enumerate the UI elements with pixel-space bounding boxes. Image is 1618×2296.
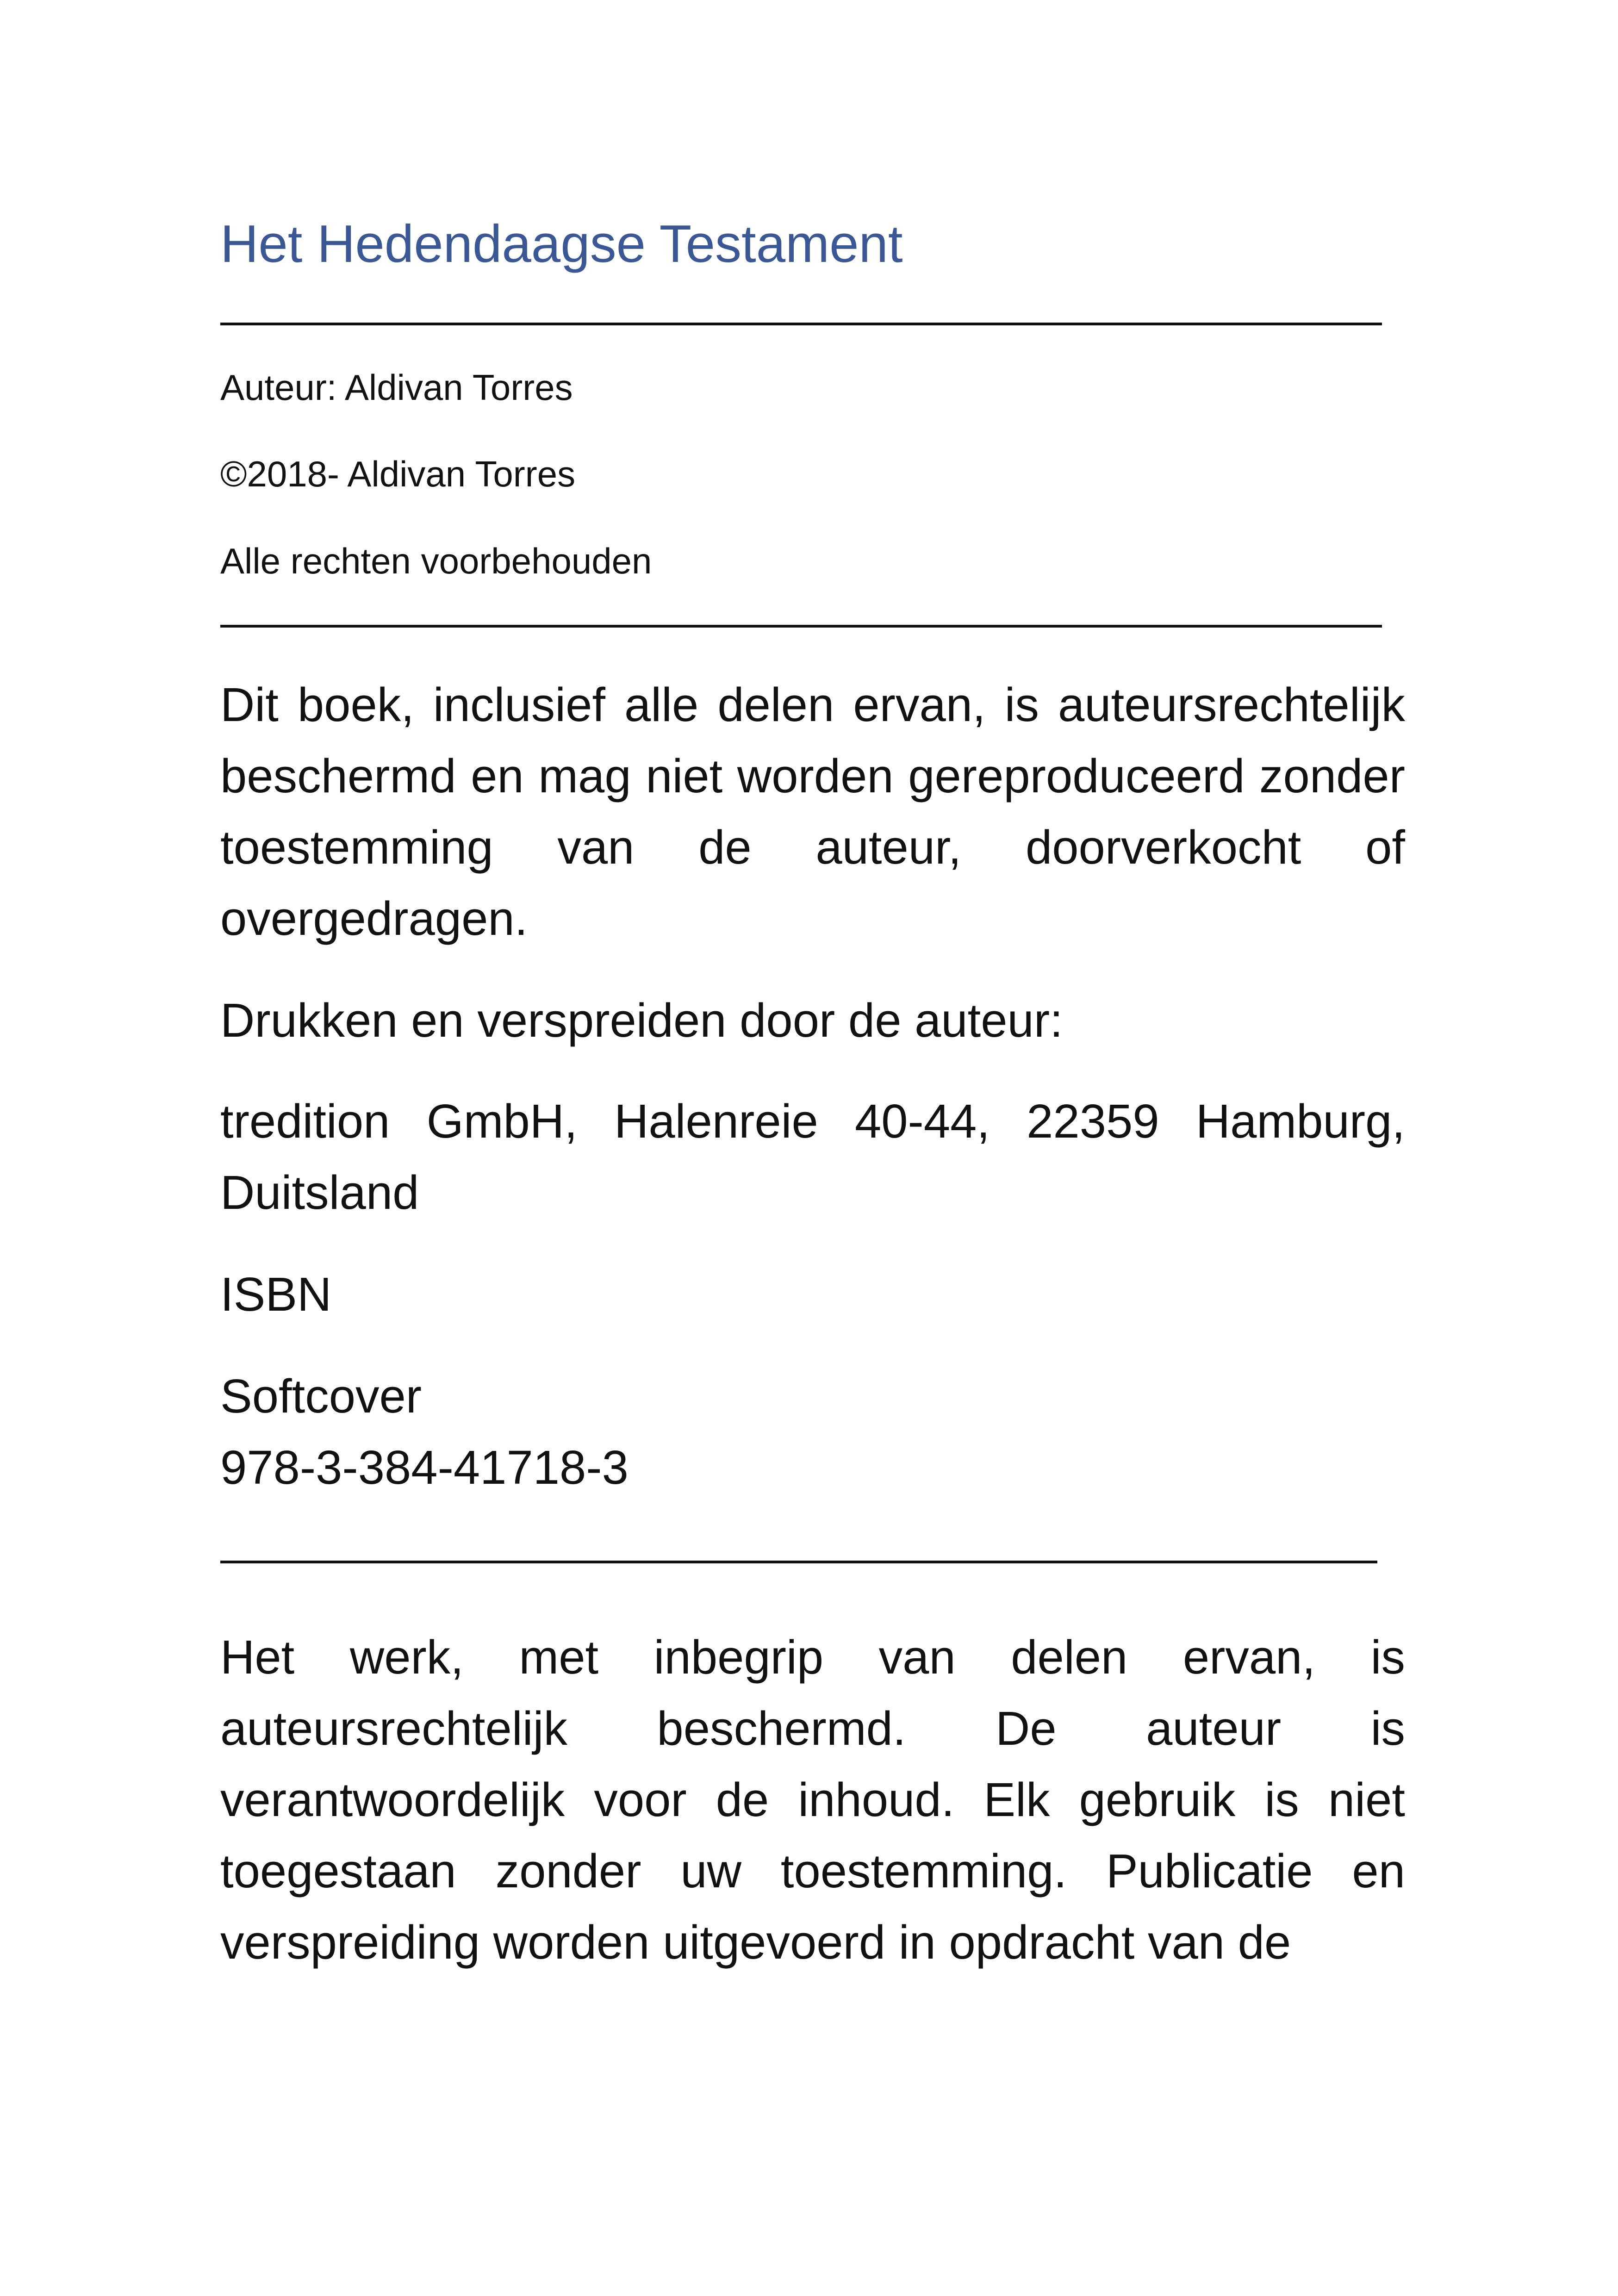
- divider-rule: [220, 1561, 1377, 1563]
- print-distribution-heading: Drukken en verspreiden door de auteur:: [220, 993, 1063, 1047]
- isbn-label: ISBN: [220, 1267, 332, 1321]
- copyright-line: ©2018- Aldivan Torres: [220, 454, 576, 495]
- divider-rule: [220, 323, 1382, 325]
- rights-reserved-line: Alle rechten voorbehouden: [220, 540, 652, 581]
- divider-rule: [220, 625, 1382, 628]
- author-line: Auteur: Aldivan Torres: [220, 367, 573, 408]
- page-content: [220, 213, 1405, 1978]
- format-label: Softcover: [220, 1369, 422, 1423]
- copyright-notice: Dit boek, inclusief alle delen ervan, is auteursrechtelijk beschermd en mag niet worden gereproduceerd zonder toestemming van de auteur, doorverkocht of overgedragen.: [220, 678, 1405, 945]
- isbn-number: 978-3-384-41718-3: [220, 1440, 629, 1494]
- book-title: Het Hedendaagse Testament: [220, 215, 903, 274]
- work-notice: Het werk, met inbegrip van delen ervan, is auteursrechtelijk beschermd. De auteur is verantwoordelijk voor de inhoud. Elk gebruik is niet toegestaan zonder uw toestemming. Publicatie en verspreiding worden uitgevoerd in opdracht van de: [220, 1630, 1405, 1969]
- publisher-address: tredition GmbH, Halenreie 40-44, 22359 Hamburg, Duitsland: [220, 1094, 1405, 1219]
- isbn-softcover-block: [220, 1361, 1405, 1503]
